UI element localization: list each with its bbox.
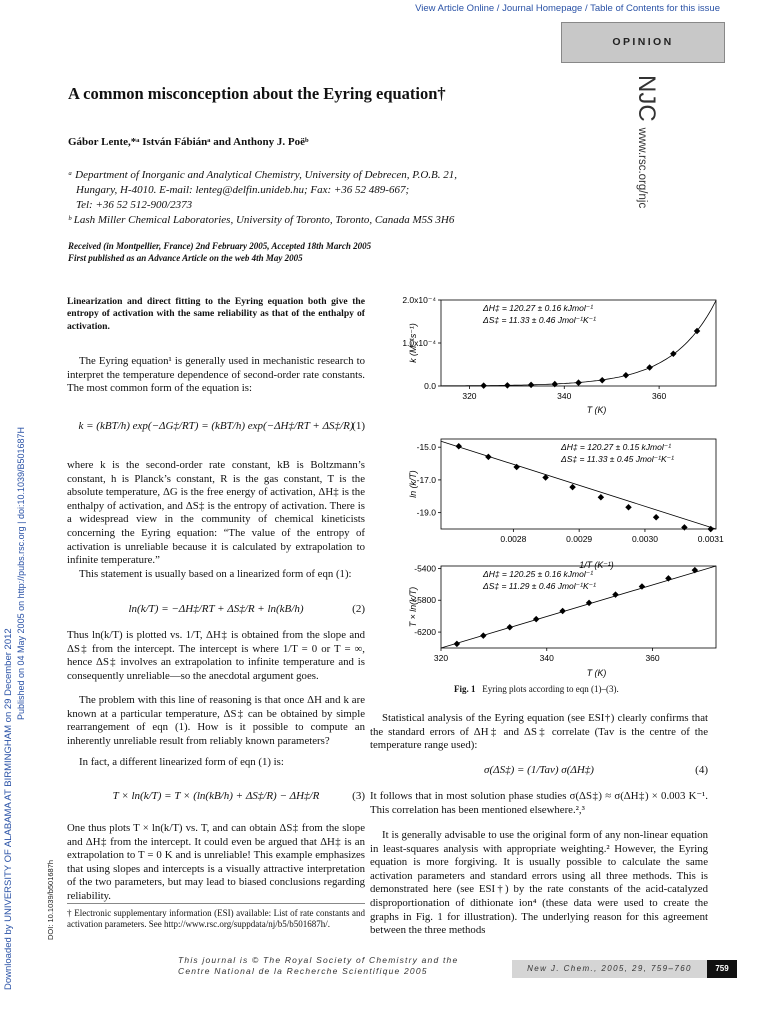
data-point	[454, 641, 461, 648]
view-article-online-link[interactable]: View Article Online	[415, 3, 495, 14]
x-tick-label: 340	[539, 653, 554, 663]
data-point	[456, 443, 463, 450]
data-point	[528, 382, 535, 389]
y-tick-label: 0.0	[424, 381, 436, 391]
data-point	[533, 616, 540, 623]
data-point	[623, 372, 630, 379]
data-point	[646, 364, 653, 371]
paragraph-1: The Eyring equation¹ is generally used in mechanistic research to interpret the temperature dependence of second-order rate constants. The most common form of the equation is:	[67, 355, 365, 395]
article-title: A common misconception about the Eyring equation†	[68, 84, 446, 103]
annotation-entropy: ΔS‡ = 11.29 ± 0.46 Jmol⁻¹K⁻¹	[483, 581, 596, 591]
equation-1-number: (1)	[352, 420, 365, 432]
paragraph-3: This statement is usually based on a linearized form of eqn (1):	[79, 568, 352, 580]
y-tick-label: -5800	[414, 595, 436, 606]
y-tick-label: -5400	[414, 563, 436, 574]
doi-text: DOI: 10.1039/b501687h	[46, 859, 55, 940]
equation-3-text: T × ln(k/T) = T × (ln(kB/h) + ΔS‡/R) − ΔH‡/R	[112, 790, 320, 802]
paragraph-4: Thus ln(k/T) is plotted vs. 1/T, ΔH‡ is obtained from the slope and ΔS‡ from the intercept. The intercept is where 1/T = 0 or T = ∞, hence ΔS‡ involves an extrapolation to infinite temperature and is consequently unreliable—so the anecdotal argument goes.	[67, 629, 365, 682]
y-axis-label: ln (k/T)	[408, 470, 418, 498]
x-tick-label: 0.0028	[500, 534, 527, 544]
data-point	[586, 600, 593, 607]
equation-4-number: (4)	[695, 764, 708, 776]
affiliation-a-line1: ᵃ Department of Inorganic and Analytical Chemistry, University of Debrecen, P.O.B. 21,	[68, 169, 458, 181]
y-axis-label: T × ln(k/T)	[408, 586, 418, 628]
equation-1-text: k = (kBT/h) exp(−ΔG‡/RT) = (kBT/h) exp(−ΔH‡/RT + ΔS‡/R)	[78, 420, 354, 432]
y-axis-label: k (M⁻¹s⁻¹)	[408, 323, 418, 363]
publish-text[interactable]: Published on 04 May 2005 on http://pubs.rsc.org | doi:10.1039/B501687H	[16, 426, 26, 720]
data-point	[506, 624, 513, 631]
journal-banner	[610, 75, 660, 245]
received-dates	[68, 240, 371, 264]
data-point	[681, 524, 688, 531]
link-separator: /	[494, 3, 503, 14]
x-tick-label: 340	[557, 391, 572, 401]
received-line: Received (in Montpellier, France) 2nd February 2005, Accepted 18th March 2005	[68, 241, 372, 251]
eyring-figure	[398, 292, 724, 682]
data-point	[485, 454, 492, 461]
equation-1	[67, 420, 365, 434]
page-number: 759	[707, 960, 737, 978]
annotation-enthalpy: ΔH‡ = 120.27 ± 0.16 kJmol⁻¹	[483, 303, 594, 313]
x-tick-label: 0.0030	[631, 534, 658, 544]
data-point	[625, 504, 632, 511]
data-point	[480, 382, 487, 389]
top-links	[0, 3, 720, 14]
figure-caption	[454, 684, 619, 694]
copyright-note	[178, 955, 458, 977]
x-axis-label: 1/T (K⁻¹)	[579, 560, 614, 570]
y-tick-label: 1.0x10⁻⁴	[402, 338, 436, 348]
paragraph-7: One thus plots T × ln(k/T) vs. T, and can obtain ΔS‡ from the slope and ΔH‡ from the intercept. It could even be argued that ΔH‡ is an extrapolation to T = 0 K and is unreliable! This example emphasizes that using slopes and intercepts is a visually attractive interpretation of the two parameters, but may lead to biased conclusions regarding reliability.	[67, 822, 365, 902]
table-of-contents-link[interactable]: Table of Contents for this issue	[590, 3, 720, 14]
data-point	[504, 382, 511, 389]
annotation-entropy: ΔS‡ = 11.33 ± 0.45 Jmol⁻¹K⁻¹	[561, 454, 674, 464]
paragraph-5: The problem with this line of reasoning is that once ΔH and k are known at a particular temperature, ΔS‡ can be obtained by simple rearrangement of eqn (1). How is it possible to compute an inherently unreliable result from reliably known parameters?	[67, 694, 365, 747]
data-point	[653, 514, 660, 521]
annotation-entropy: ΔS‡ = 11.33 ± 0.46 Jmol⁻¹K⁻¹	[483, 315, 596, 325]
journal-abbrev: NJC	[633, 75, 660, 122]
y-tick-label: -6200	[414, 627, 436, 638]
plot-panel-2	[408, 439, 724, 570]
data-point	[480, 632, 487, 639]
equation-2-text: ln(k/T) = −ΔH‡/RT + ΔS‡/R + ln(kB/h)	[128, 603, 304, 615]
data-point	[599, 377, 606, 384]
fit-line	[441, 301, 716, 386]
annotation-enthalpy: ΔH‡ = 120.27 ± 0.15 kJmol⁻¹	[561, 442, 672, 452]
data-point	[575, 379, 582, 386]
published-line: First published as an Advance Article on the web 4th May 2005	[68, 253, 303, 263]
footnote: † Electronic supplementary information (ESI) available: List of rate constants and activation parameters. See http://www.rsc.org/suppdata/nj/b5/b501687h/.	[67, 908, 365, 929]
right-paragraph-3: It is generally advisable to use the original form of any non-linear equation in least-squares analysis with appropriate weighting.² However, the Eyring equation is more forgiving. It is usually possible to calculate the same activation parameters and standard errors using all three methods. This is demonstrated here (see ESI†) by the rate constants of the acid-catalyzed disproportionation of dithionate ion⁴ (these data were used to create the graphs in Fig. 1 for illustration). The underlying reason for this agreement between the three methods	[370, 829, 708, 937]
figure-caption-label: Fig. 1	[454, 684, 476, 694]
equation-2	[67, 603, 365, 617]
x-tick-label: 0.0029	[566, 534, 593, 544]
y-tick-label: -17.0	[416, 474, 436, 485]
download-text[interactable]: Downloaded by UNIVERSITY OF ALABAMA AT BIRMINGHAM on 29 December 2012	[3, 628, 14, 990]
x-tick-label: 360	[645, 653, 660, 663]
right-paragraph-1: Statistical analysis of the Eyring equation (see ESI†) clearly confirms that the standard errors of ΔH‡ and ΔS‡ correlate (Tav is the centre of the temperature range used):	[370, 712, 708, 752]
download-notice	[3, 240, 17, 990]
equation-4-text: σ(ΔS‡) = (1/Tav) σ(ΔH‡)	[484, 764, 594, 776]
equation-4	[370, 764, 708, 778]
affiliation-a-line3: Tel: +36 52 512-900/2373	[76, 199, 193, 211]
x-tick-label: 320	[433, 653, 449, 663]
x-axis-label: T (K)	[586, 668, 607, 678]
data-point	[569, 484, 576, 491]
paragraph-2: where k is the second-order rate constant, kB is Boltzmann’s constant, h is Planck’s constant, R is the gas constant, T is the absolute temperature, ΔG is the free energy of activation, ΔH‡ is the enthalpy of activation, and ΔS‡ is the entropy of activation. There is a widespread view in the community of chemical kineticists concerning the Eyring equation: “The value of the entropy of activation is unreliable because it is calculated by extrapolation to infinite temperature.”	[67, 459, 365, 567]
section-label: OPINION	[561, 22, 725, 63]
x-tick-label: 360	[652, 391, 667, 401]
x-tick-label: 320	[462, 391, 477, 401]
affiliation-a-line2: Hungary, H-4010. E-mail: lenteg@delfin.unideb.hu; Fax: +36 52 489-667;	[76, 184, 410, 196]
abstract: Linearization and direct fitting to the Eyring equation both give the entropy of activation with the same reliability as that of the enthalpy of activation.	[67, 296, 365, 332]
link-separator: /	[582, 3, 591, 14]
data-point	[692, 567, 699, 574]
publish-notice	[16, 240, 30, 720]
x-axis-label: T (K)	[586, 405, 607, 415]
affiliation-b: ᵇ Lash Miller Chemical Laboratories, University of Toronto, Toronto, Canada M5S 3H6	[68, 214, 455, 226]
x-tick-label: 0.0031	[697, 534, 724, 544]
author-list: Gábor Lente,*ᵃ István Fábiánᵃ and Anthony J. Poëᵇ	[68, 136, 309, 148]
annotation-enthalpy: ΔH‡ = 120.25 ± 0.16 kJmol⁻¹	[483, 569, 594, 579]
y-tick-label: -19.0	[416, 507, 436, 518]
plot-panel-3	[408, 563, 716, 678]
doi-notice	[46, 860, 58, 940]
journal-citation: New J. Chem., 2005, 29, 759–760	[512, 960, 707, 978]
y-tick-label: 2.0x10⁻⁴	[402, 295, 436, 305]
equation-3	[67, 790, 365, 804]
figure-caption-text: Eyring plots according to eqn (1)–(3).	[482, 684, 619, 694]
copyright-line2: Centre National de la Recherche Scientifique 2005	[178, 966, 428, 976]
journal-url: www.rsc.org/njc	[636, 127, 648, 209]
copyright-line1: This journal is © The Royal Society of Chemistry and the	[178, 955, 459, 965]
equation-2-number: (2)	[352, 603, 365, 615]
equation-3-number: (3)	[352, 790, 365, 802]
y-tick-label: -15.0	[416, 442, 436, 453]
paragraph-6: In fact, a different linearized form of eqn (1) is:	[79, 756, 284, 768]
footnote-divider	[67, 903, 365, 904]
plot-panel-1	[402, 295, 716, 415]
data-point	[598, 494, 605, 501]
journal-homepage-link[interactable]: Journal Homepage	[502, 3, 583, 14]
right-paragraph-2: It follows that in most solution phase studies σ(ΔS‡) ≈ σ(ΔH‡) × 0.003 K⁻¹. This correlation has been mentioned elsewhere.²,³	[370, 790, 708, 816]
affiliations	[68, 168, 588, 228]
data-point	[559, 608, 566, 615]
